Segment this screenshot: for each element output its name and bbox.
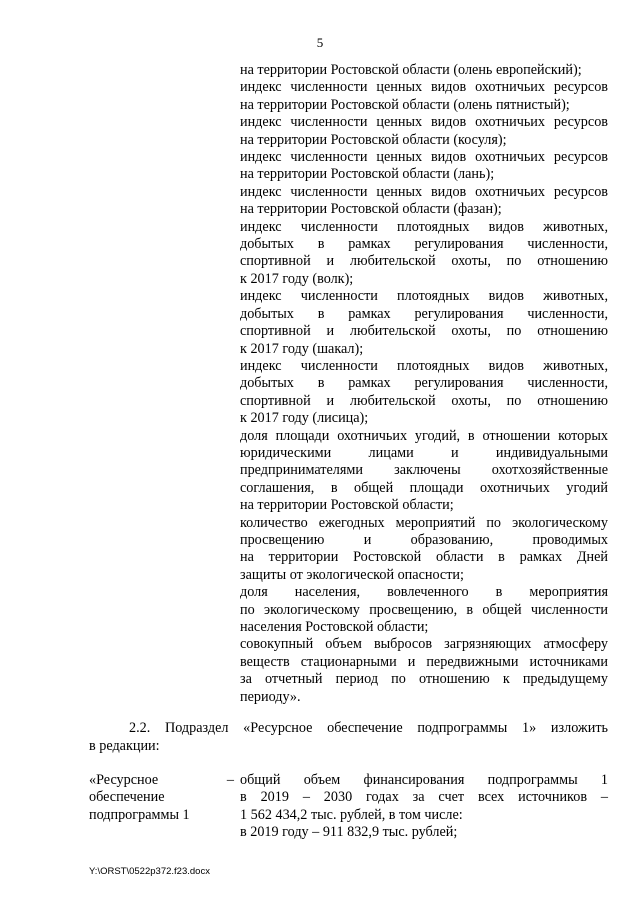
indicator-line: добытых в рамках регулирования численности, [240,375,608,392]
label-text: подпрограммы 1 [89,806,190,823]
label-dash: – [226,772,234,788]
indicator-line: количество ежегодных мероприятий по экологическому [240,514,608,531]
label-line [89,789,234,806]
label-line [89,807,234,824]
indicator-line: к 2017 году (шакал); [240,340,364,357]
indicator-line: населения Ростовской области; [240,619,429,635]
label-line [89,772,234,789]
section-heading-continuation: в редакции: [89,738,160,754]
page-number: 5 [316,35,324,50]
indicator-line: защиты от экологической опасности; [240,566,464,583]
indicator-line: на территории Ростовской области (олень европейский); [240,62,582,78]
indicator-line: на территории Ростовской области (косуля); [240,131,507,148]
resource-table-label-cell [89,772,234,824]
indicator-list [240,62,608,706]
section-heading-line: 2.2. Подраздел «Ресурсное обеспечение подпрограммы 1» изложить [129,720,608,736]
indicator-line: периоду». [240,688,301,705]
indicator-line: за отчетный период по отношению к предыдущему [240,671,608,688]
indicator-line: юридическими лицами и индивидуальными [240,444,608,461]
indicator-line: спортивной и любительской охоты, по отношению [240,253,608,270]
file-path-footer: Y:\ORST\0522p372.f23.docx [89,866,210,877]
indicator-line: индекс численности плотоядных видов животных, [240,288,608,305]
indicator-line: соглашения, в общей площади охотничьих угодий [240,479,608,496]
indicator-line: индекс численности ценных видов охотничьих ресурсов [240,114,608,131]
indicator-line: индекс численности ценных видов охотничьих ресурсов [240,183,608,200]
indicator-line: по экологическому просвещению, в общей численности [240,601,608,618]
indicator-line: на территории Ростовской области (лань); [240,166,495,183]
indicator-line: доля площади охотничьих угодий, в отношении которых [240,427,608,444]
value-line: общий объем финансирования подпрограммы 1 [240,772,608,788]
indicator-line: добытых в рамках регулирования численности, [240,236,608,253]
indicator-line: индекс численности плотоядных видов животных, [240,218,608,235]
indicator-line: индекс численности ценных видов охотничьих ресурсов [240,149,608,166]
resource-table-value-cell [240,772,608,842]
indicator-line: на территории Ростовской области (олень пятнистый); [240,96,570,113]
indicator-line: просвещению и образованию, проводимых [240,531,608,548]
indicator-line: спортивной и любительской охоты, по отношению [240,323,608,340]
indicator-line: добытых в рамках регулирования численности, [240,305,608,322]
indicator-line: на территории Ростовской области (фазан); [240,201,502,218]
indicator-line: совокупный объем выбросов загрязняющих атмосферу [240,636,608,653]
indicator-line: предпринимателями заключены охотхозяйственные [240,462,608,479]
indicator-line: индекс численности ценных видов охотничьих ресурсов [240,79,608,96]
indicator-line: индекс численности плотоядных видов животных, [240,357,608,374]
label-text: обеспечение [89,789,165,806]
indicator-line: доля населения, вовлеченного в мероприятия [240,584,608,601]
indicator-line: на территории Ростовской области в рамках Дней [240,549,608,566]
indicator-line: к 2017 году (лисица); [240,410,369,427]
label-text: «Ресурсное [89,772,159,788]
section-paragraph [89,719,608,755]
value-line: в 2019 году – 911 832,9 тыс. рублей; [240,824,458,841]
value-line: в 2019 – 2030 годах за счет всех источников – [240,789,608,806]
value-line: 1 562 434,2 тыс. рублей, в том числе: [240,806,463,823]
indicator-line: к 2017 году (волк); [240,270,354,287]
indicator-line: веществ стационарными и передвижными источниками [240,653,608,670]
indicator-line: на территории Ростовской области; [240,497,454,514]
indicator-line: спортивной и любительской охоты, по отношению [240,392,608,409]
